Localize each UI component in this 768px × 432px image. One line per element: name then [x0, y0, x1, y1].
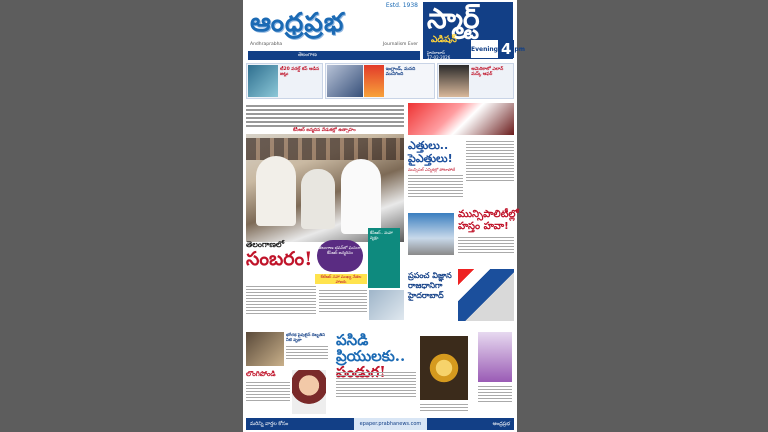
- bottom-photo-jewellery[interactable]: [420, 336, 468, 400]
- teaser-text: అమెరికాలో ఎలాన్ మస్క్ ఆఫర్: [471, 67, 504, 77]
- teaser-card[interactable]: [325, 63, 435, 99]
- footer-right: ఆంధ్రప్రభ: [492, 421, 510, 427]
- bottom-headline-2[interactable]: లొంగిపోండి: [246, 370, 276, 378]
- right-column: [408, 103, 519, 323]
- article-column: [478, 384, 512, 414]
- edition-location: హైదరాబాద్: [427, 50, 445, 55]
- bottom-headline-a: పసిడి ప్రియులకు..: [336, 331, 406, 365]
- right-headline-2[interactable]: [458, 209, 519, 233]
- smart-edition-banner: [423, 2, 525, 60]
- edition-meta: [427, 50, 450, 60]
- tagline: Journalism Ever: [382, 42, 418, 47]
- purple-badge: తెలంగాణ భవన్‌లో ఘనంగా కేసీఆర్ జన్మదినం: [317, 240, 363, 272]
- article-column: [466, 139, 514, 205]
- right-headline-1[interactable]: ఎత్తులు.. పైఎత్తులు!: [408, 139, 453, 165]
- footer-bar: [246, 418, 514, 430]
- lead-photo[interactable]: [246, 134, 404, 242]
- right-headline-2a: మున్సిపాలిటీల్లో: [458, 209, 519, 220]
- smart-subtitle: ఎడిషన్: [431, 35, 457, 45]
- bottom-photo-2[interactable]: [292, 370, 326, 414]
- footer-left: మరిన్ని వార్తల కోసం: [250, 421, 289, 427]
- yellow-tag: కేటీఆర్ సహా ముఖ్య నేతల హాజరు: [315, 274, 367, 284]
- right-headline-2b: హస్తం హవా!: [458, 221, 509, 232]
- teaser-card[interactable]: [246, 63, 323, 99]
- teaser-image: [327, 65, 363, 97]
- bottom-photo-4[interactable]: [478, 332, 512, 382]
- edition-suffix: pm: [514, 45, 525, 53]
- bottom-text-1[interactable]: భగీరథ పైపులైన్ దెబ్బతిని నీటి వృథా: [286, 332, 326, 342]
- edition-date: 17-02-2026: [427, 55, 451, 60]
- edition-box: [471, 40, 525, 58]
- masthead: [246, 2, 422, 59]
- right-photo-3[interactable]: [458, 269, 514, 321]
- teaser-image: [248, 65, 278, 97]
- article-column: [420, 402, 468, 414]
- teaser-row: [246, 63, 514, 99]
- edition-label: Evening: [471, 45, 498, 53]
- lead-caption: కేసీఆర్ జన్మదిన వేడుకల్లో ఉత్సాహం: [293, 128, 356, 133]
- lead-headline-big: సంబరం!: [246, 248, 313, 270]
- teal-box: కేసీఆర్.. మహా వృక్షం: [368, 228, 400, 288]
- right-headline-3[interactable]: ప్రపంచ విజ్ఞాన రాజధానిగా హైదరాబాద్: [408, 271, 452, 300]
- bottom-photo-1[interactable]: [246, 332, 284, 366]
- article-column: [336, 370, 416, 412]
- article-column: [246, 284, 316, 324]
- teaser-image: [439, 65, 469, 97]
- article-column: [286, 344, 328, 366]
- teaser-text: ఇంగ్లాండ్, మనది మునిగింది: [385, 67, 416, 77]
- bottom-section: [246, 330, 514, 416]
- article-column: [319, 288, 367, 324]
- article-column: [408, 173, 463, 209]
- article-photo[interactable]: [369, 290, 404, 320]
- lead-intro-text: [246, 103, 404, 131]
- founded-label: Estd. 1938: [385, 2, 418, 9]
- lead-headline-small: తెలంగాణలో: [246, 239, 285, 249]
- masthead-subline: [250, 42, 418, 47]
- smart-title: స్మార్ట్: [427, 2, 480, 35]
- edition-number: 4: [498, 40, 514, 58]
- newspaper-logo[interactable]: ఆంధ్రప్రభ: [250, 8, 345, 38]
- article-column: [458, 235, 514, 265]
- teaser-card[interactable]: [437, 63, 514, 99]
- right-red-caption: మున్సిపల్ ఎన్నికల్లో పోటాపోటీ: [408, 167, 456, 172]
- lead-headline[interactable]: [246, 240, 326, 269]
- region-bar: తెలంగాణ: [248, 51, 420, 60]
- logo-english: Andhraprabha: [250, 42, 283, 47]
- teaser-image: [364, 65, 384, 97]
- right-photo-2[interactable]: [408, 213, 454, 255]
- teaser-text: టీ20 వరల్డ్ కప్ ఆడిన జట్లు: [280, 67, 320, 77]
- footer-url[interactable]: epaper.prabhanews.com: [354, 418, 428, 430]
- newspaper-page: [243, 0, 525, 432]
- article-column: [246, 380, 290, 412]
- right-photo-top[interactable]: [408, 103, 514, 135]
